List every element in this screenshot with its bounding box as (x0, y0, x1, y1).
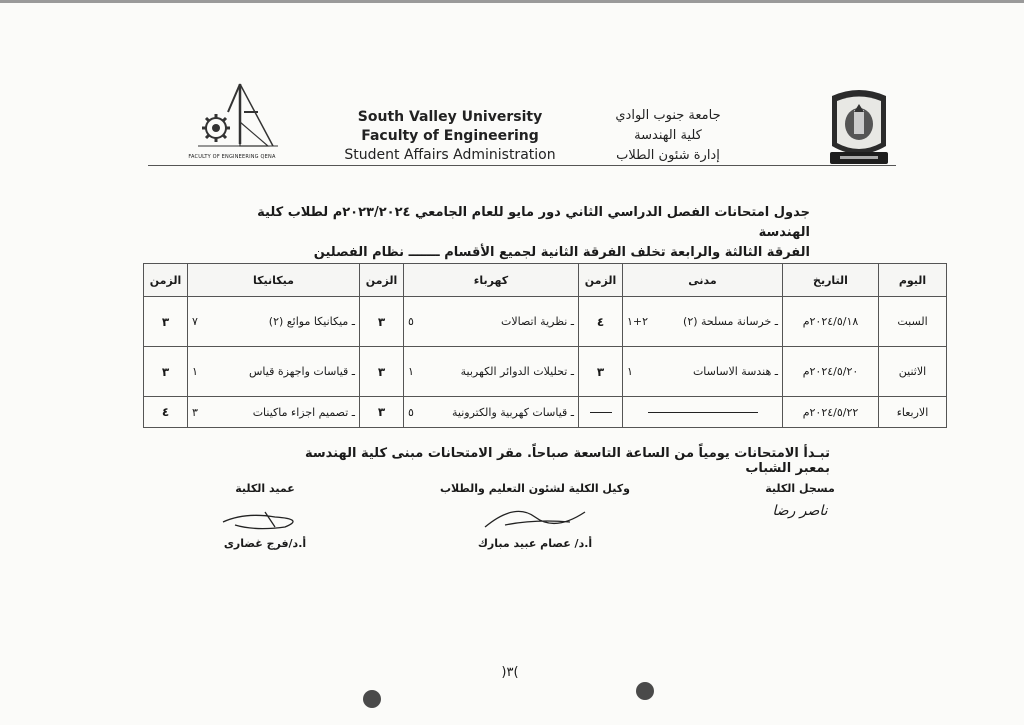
year-group: ٥ (408, 315, 414, 328)
year-group: ٣ (192, 405, 198, 419)
year-group: ٢+١ (627, 315, 649, 328)
table-row (144, 397, 947, 428)
time-cell: ٤ (579, 297, 623, 347)
subject-name: ـ تصميم اجزاء ماكينات (252, 405, 355, 419)
top-edge (0, 0, 1024, 3)
subject-name: ـ قياسات كهربية والكترونية (452, 405, 574, 419)
exam-note: تبـدأ الامتحانات يومياً من الساعة التاسعة صباحاً. مقر الامتحانات مبنى كلية الهندسة بمعبر الشباب (305, 446, 830, 476)
university-seal (826, 88, 892, 170)
dean-name: أ.د/فرج غضارى (223, 537, 307, 550)
year-group: ١ (627, 365, 633, 378)
punch-hole-right (636, 682, 654, 700)
subject-name: ـ نظرية اتصالات (501, 315, 574, 328)
time-cell: ٣ (360, 297, 404, 347)
date-cell: ٢٠٢٤/٥/١٨م (783, 297, 879, 347)
empty-dash (648, 412, 758, 413)
vice-dean-name: أ.د/ عصام عبيد مبارك (477, 537, 593, 550)
time-cell: ٤ (144, 397, 188, 428)
table-row (144, 297, 947, 347)
english-header (340, 108, 560, 165)
registrar-name: ناصر رضا (772, 503, 828, 519)
subject-name: ـ قياسات واجهزة قياس (249, 365, 355, 378)
subject-name: ـ تحليلات الدوائر الكهربية (460, 365, 574, 378)
punch-hole-left (363, 690, 381, 708)
time-cell: ٣ (144, 297, 188, 347)
registrar-title: مسجل الكلية (765, 482, 835, 495)
day-cell: الاربعاء (879, 397, 947, 428)
vice-dean-signature-block (420, 482, 650, 550)
arabic-header (588, 106, 748, 166)
year-group: ١ (192, 365, 198, 378)
university-seal-icon (826, 88, 892, 170)
faculty-name-ar: كلية الهندسة (634, 128, 702, 143)
time-cell: ٣ (360, 397, 404, 428)
faculty-emblem-icon (178, 82, 286, 152)
electrical-cell (404, 397, 579, 428)
civil-cell-empty (623, 397, 783, 428)
day-cell: الاثنين (879, 347, 947, 397)
time-cell: ٣ (360, 347, 404, 397)
dean-signature-icon (215, 497, 315, 537)
faculty-logo-caption: FACULTY OF ENGINEERING QENA (188, 154, 276, 160)
empty-dash (590, 412, 612, 413)
mechanical-cell (188, 347, 360, 397)
header-divider (148, 165, 896, 166)
registrar-signature-block (740, 482, 860, 519)
university-name-ar: جامعة جنوب الوادي (615, 108, 721, 123)
exam-schedule-table (143, 263, 947, 428)
year-group: ١ (408, 365, 414, 378)
faculty-logo (178, 82, 286, 164)
department-name-en: Student Affairs Administration (344, 147, 556, 163)
title-line-2: الفرقة الثالثة والرابعة تخلف الفرقة الثانية لجميع الأقسام ـــــــ نظام الفصلين (313, 245, 810, 260)
time-cell-empty (579, 397, 623, 428)
dean-signature-block (200, 482, 330, 550)
civil-cell (623, 347, 783, 397)
civil-cell (623, 297, 783, 347)
mechanical-cell (188, 297, 360, 347)
date-cell: ٢٠٢٤/٥/٢٠م (783, 347, 879, 397)
electrical-cell (404, 297, 579, 347)
page-number: )٣( (501, 665, 519, 680)
subject-name: ـ هندسة الاساسات (692, 365, 778, 378)
department-name-ar: إدارة شئون الطلاب (616, 148, 720, 163)
electrical-cell (404, 347, 579, 397)
year-group: ٥ (408, 405, 414, 419)
time-cell: ٣ (144, 347, 188, 397)
subject-name: ـ ميكانيكا موائع (٢) (268, 315, 355, 328)
header-mechanical: ميكانيكا (188, 264, 360, 297)
time-cell: ٣ (579, 347, 623, 397)
title-line-1: جدول امتحانات الفصل الدراسي الثاني دور مايو للعام الجامعي ٢٠٢٣/٢٠٢٤م لطلاب كلية الهندسة (257, 205, 810, 240)
subject-name: ـ خرسانة مسلحة (٢) (683, 315, 778, 328)
table-row (144, 347, 947, 397)
mechanical-cell (188, 397, 360, 428)
header-time: الزمن (144, 264, 188, 297)
day-cell: السبت (879, 297, 947, 347)
vice-dean-title: وكيل الكلية لشئون التعليم والطلاب (440, 482, 630, 495)
table-header-row (144, 264, 947, 297)
header-date: التاريخ (783, 264, 879, 297)
faculty-name-en: Faculty of Engineering (361, 128, 539, 144)
header-civil: مدنى (623, 264, 783, 297)
header-day: اليوم (879, 264, 947, 297)
university-name-en: South Valley University (357, 109, 543, 125)
date-cell: ٢٠٢٤/٥/٢٢م (783, 397, 879, 428)
header-time: الزمن (579, 264, 623, 297)
vice-dean-signature-icon (475, 497, 595, 537)
header-electrical: كهرباء (404, 264, 579, 297)
year-group: ٧ (192, 315, 198, 328)
dean-title: عميد الكلية (235, 482, 295, 495)
header-time: الزمن (360, 264, 404, 297)
